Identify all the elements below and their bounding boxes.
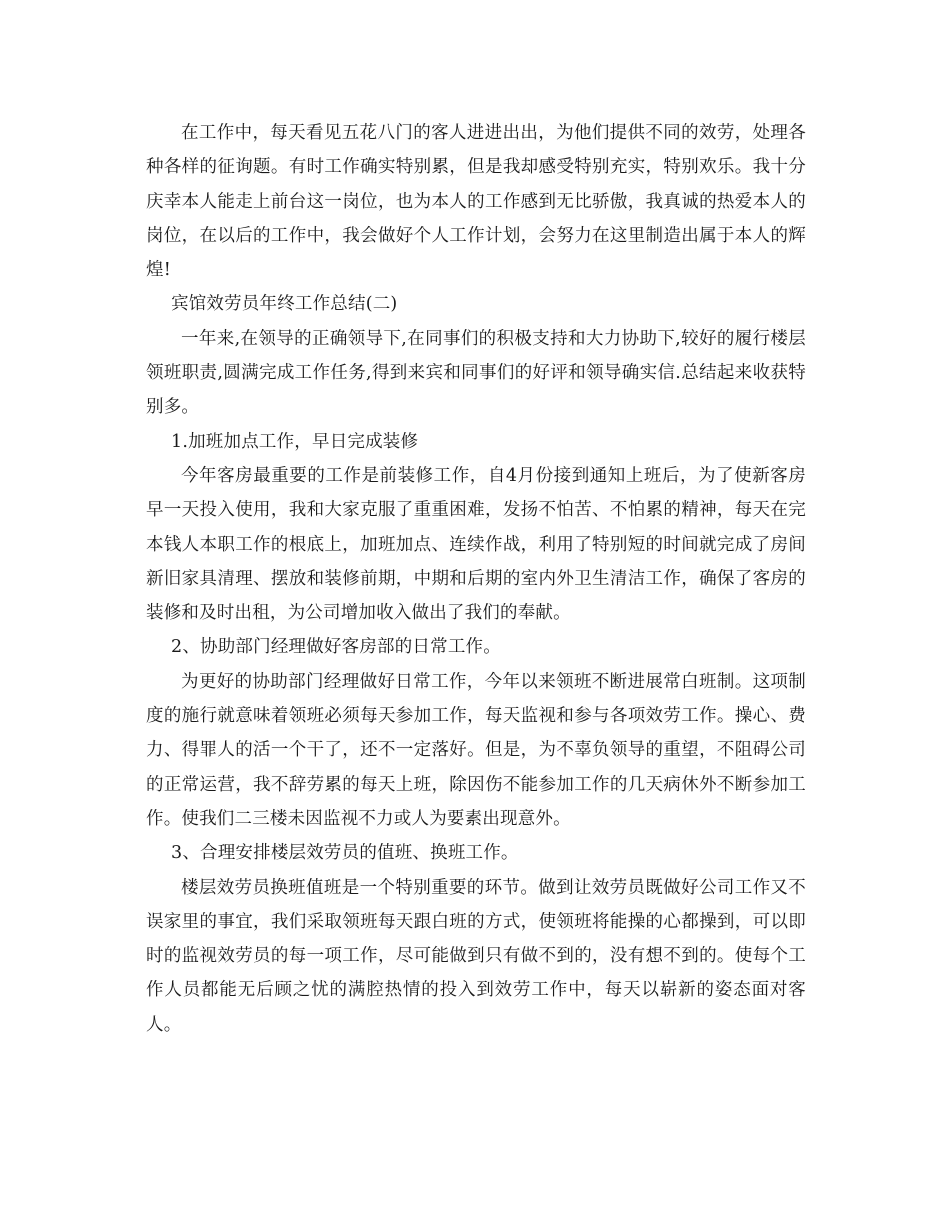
- section-heading: 2、协助部门经理做好客房部的日常工作。: [171, 637, 501, 658]
- body-paragraph: 一年来,在领导的正确领导下,在同事们的积极支持和大力协助下,较好的履行楼层领班职责,圆满完成工作任务,得到来宾和同事们的好评和领导确实信.总结起来收获特别多。: [146, 328, 806, 418]
- body-paragraph: 在工作中，每天看见五花八门的客人进进出出，为他们提供不同的效劳，处理各种各样的征询题。有时工作确实特别累，但是我却感受特别充实，特别欢乐。我十分庆幸本人能走上前台这一岗位，也为本人的工作感到无比骄傲，我真诚的热爱本人的岗位，在以后的工作中，我会做好个人工作计划，会努力在这里制造出属于本人的辉煌!: [146, 123, 806, 281]
- section-title: 宾馆效劳员年终工作总结(二): [171, 294, 398, 315]
- document-body: [146, 116, 806, 1042]
- body-paragraph: 今年客房最重要的工作是前装修工作，自4月份接到通知上班后，为了使新客房早一天投入使用，我和大家克服了重重困难，发扬不怕苦、不怕累的精神，每天在完本钱人本职工作的根底上，加班加点、连续作战，利用了特别短的时间就完成了房间新旧家具清理、摆放和装修前期，中期和后期的室内外卫生清洁工作，确保了客房的装修和及时出租，为公司增加收入做出了我们的奉献。: [146, 465, 806, 624]
- body-paragraph: 为更好的协助部门经理做好日常工作，今年以来领班不断进展常白班制。这项制度的施行就意味着领班必须每天参加工作，每天监视和参与各项效劳工作。操心、费力、得罪人的活一个干了，还不一定落好。但是，为不辜负领导的重望，不阻碍公司的正常运营，我不辞劳累的每天上班，除因伤不能参加工作的几天病休外不断参加工作。使我们二三楼未因监视不力或人为要素出现意外。: [146, 671, 806, 829]
- section-heading: 1.加班加点工作，早日完成装修: [171, 431, 419, 452]
- section-heading: 3、合理安排楼层效劳员的值班、换班工作。: [171, 843, 519, 864]
- body-paragraph: 楼层效劳员换班值班是一个特别重要的环节。做到让效劳员既做好公司工作又不误家里的事宜，我们采取领班每天跟白班的方式，使领班将能操的心都操到，可以即时的监视效劳员的每一项工作，尽可能做到只有做不到的，没有想不到的。使每个工作人员都能无后顾之忧的满腔热情的投入到效劳工作中，每天以崭新的姿态面对客人。: [146, 877, 806, 1035]
